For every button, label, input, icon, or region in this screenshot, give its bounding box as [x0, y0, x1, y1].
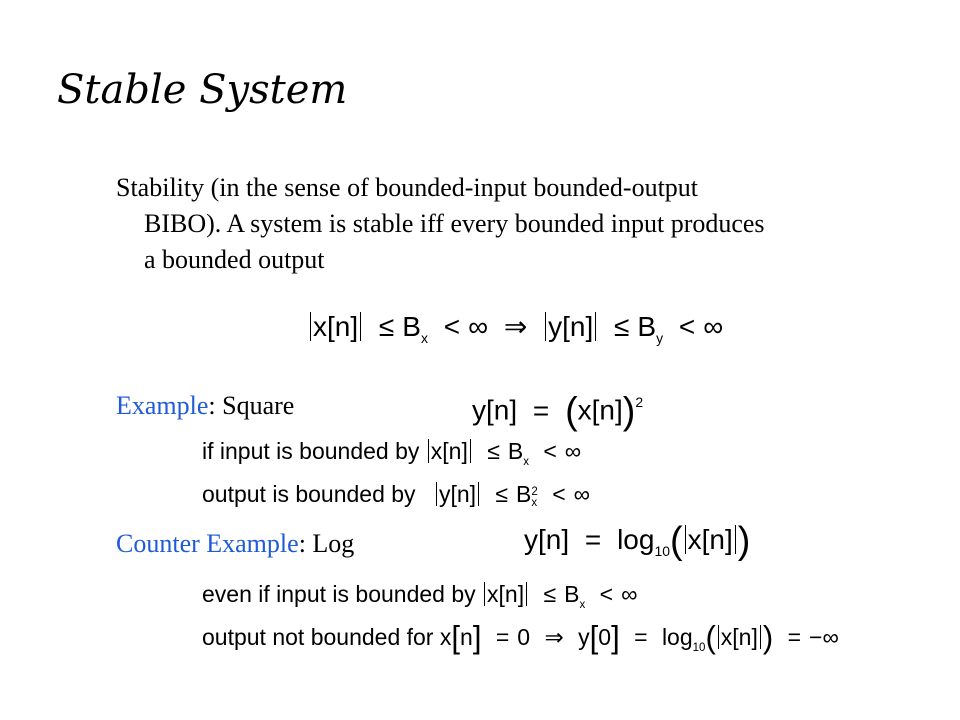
example-input-bound — [202, 433, 581, 480]
by-subscript: y — [656, 330, 664, 346]
b-subscript: x — [523, 455, 529, 468]
equals-symbol-2: = — [634, 624, 648, 650]
square-equation: $y[n] = (x[n])^2$ — [472, 390, 644, 433]
equals-symbol: = — [584, 524, 602, 555]
power-exponent: 2 — [635, 394, 644, 410]
log-equation: $y[n] = \log_{10}$( x[n] ) — [524, 519, 751, 562]
bx-subscript: x — [420, 330, 428, 346]
y-symbol: y — [578, 624, 590, 650]
example-output-bound — [202, 476, 590, 512]
equals-symbol: = — [532, 394, 550, 426]
x-of-n: x[n] — [577, 394, 623, 426]
x-of-n: x[n] — [313, 311, 359, 342]
infinity-symbol: ∞ — [621, 581, 638, 607]
unbounded-text: output not bounded for — [202, 624, 434, 650]
output-bound-text: output is bounded by — [202, 481, 416, 507]
x-of-n: x[n] — [687, 524, 733, 555]
log-base: 10 — [654, 543, 671, 559]
le-symbol: ≤ — [495, 481, 509, 507]
infinity-symbol-2: ∞ — [703, 311, 724, 342]
b-subscript: x — [531, 497, 538, 510]
y-of-n: y[n] — [548, 311, 594, 342]
slide-title: Stable System — [57, 67, 348, 113]
lt-symbol-2: < — [678, 311, 696, 342]
counter-example-label-colored: Counter Example — [116, 529, 299, 558]
zero-index: 0 — [598, 624, 612, 650]
implies-symbol: ⇒ — [544, 624, 564, 650]
definition-line-1: Stability (in the sense of bounded-input bounded-output — [116, 173, 699, 202]
bound-by: B — [637, 311, 657, 342]
bound-b: B — [564, 581, 580, 607]
bound-bx: B — [402, 311, 421, 342]
bound-b: B — [507, 438, 524, 464]
implies-symbol: ⇒ — [503, 311, 528, 342]
definition-line-3: a bounded output — [144, 245, 325, 274]
definition-line-2: BIBO). A system is stable iff every bounded input produces — [144, 209, 765, 238]
x-of-n: x[n] — [430, 438, 468, 464]
b-superscript: 2 — [531, 485, 538, 498]
counter-input-bound-text: even if input is bounded by — [202, 581, 476, 607]
example-label-colored: Example — [116, 391, 209, 420]
equals-symbol-3: = — [787, 624, 802, 650]
stability-definition — [116, 170, 916, 278]
y-of-n: y[n] — [524, 524, 570, 555]
infinity-symbol: ∞ — [468, 311, 489, 342]
counter-output-unbounded: output not bounded for x[n] = 0 ⇒ $y[0] = \log_{10}$( x[n] ) = −∞ — [202, 620, 839, 656]
negative-infinity: −∞ — [809, 624, 839, 650]
x-symbol: x — [439, 624, 452, 650]
y-of-n: y[n] — [472, 394, 518, 426]
x-of-n: x[n] — [487, 581, 525, 607]
le-symbol-2: ≤ — [614, 311, 630, 342]
infinity-symbol: ∞ — [573, 481, 591, 507]
bound-b: B — [516, 481, 532, 507]
example-label-rest: : Square — [208, 391, 295, 420]
bibo-equation — [308, 307, 723, 358]
le-symbol: ≤ — [543, 581, 557, 607]
le-symbol: ≤ — [378, 311, 395, 342]
b-subscript: x — [579, 598, 586, 611]
zero-value: 0 — [517, 624, 531, 650]
log-function: log — [661, 624, 693, 650]
lt-symbol: < — [443, 311, 461, 342]
equals-symbol: = — [495, 624, 510, 650]
example-label — [116, 388, 294, 424]
input-bound-text: if input is bounded by — [202, 438, 420, 464]
lt-symbol: < — [552, 481, 566, 507]
infinity-symbol: ∞ — [564, 438, 582, 464]
n-symbol: n — [460, 624, 473, 650]
counter-example-label — [116, 526, 354, 562]
x-of-n: x[n] — [720, 624, 758, 650]
lt-symbol: < — [543, 438, 557, 464]
counter-input-bound — [202, 576, 637, 623]
y-of-n: y[n] — [438, 481, 477, 507]
log-base: 10 — [692, 641, 706, 654]
counter-example-label-rest: : Log — [298, 529, 355, 558]
le-symbol: ≤ — [487, 438, 500, 464]
lt-symbol: < — [599, 581, 614, 607]
log-function: log — [617, 524, 655, 555]
